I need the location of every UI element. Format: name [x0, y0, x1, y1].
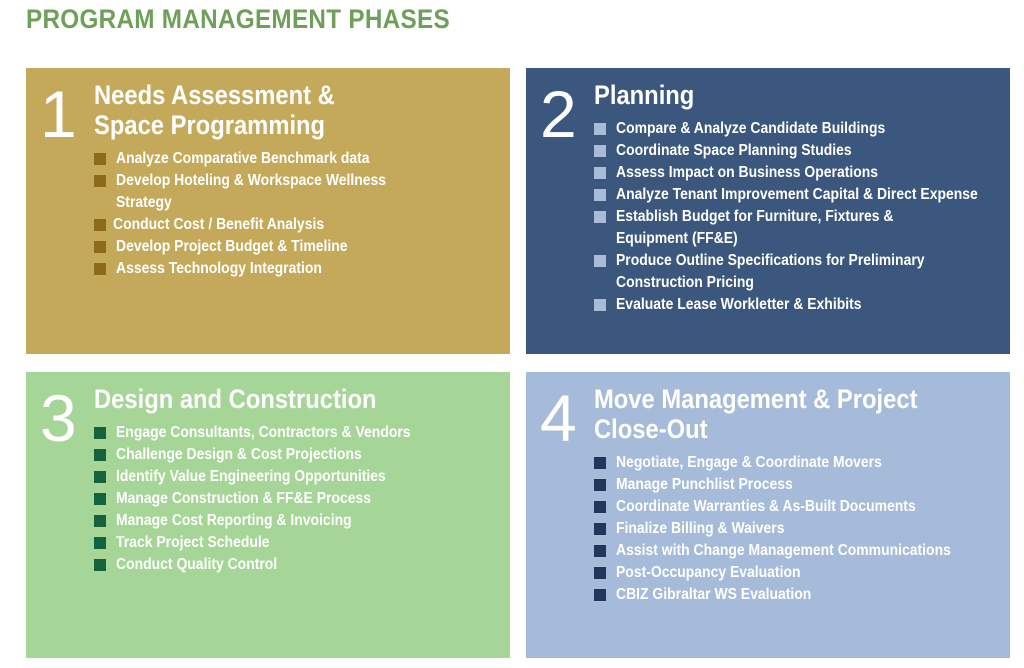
list-item-text: Track Project Schedule — [116, 534, 270, 551]
phase-heading — [94, 384, 376, 414]
square-bullet-icon — [94, 559, 106, 571]
phase-item-list — [594, 118, 1018, 316]
list-item-text: Analyze Comparative Benchmark data — [116, 150, 370, 167]
list-item-text: CBIZ Gibraltar WS Evaluation — [616, 586, 812, 603]
list-item-text: Evaluate Lease Workletter & Exhibits — [616, 296, 862, 313]
list-item — [94, 170, 416, 192]
square-bullet-icon — [594, 167, 606, 179]
square-bullet-icon — [94, 427, 106, 439]
phase-item-list — [94, 148, 416, 280]
square-bullet-icon — [94, 153, 106, 165]
phase-heading-line: Planning — [594, 80, 695, 110]
square-bullet-icon — [594, 211, 606, 223]
list-item-text: Develop Hoteling & Workspace Wellness — [116, 172, 387, 189]
list-item-text: Negotiate, Engage & Coordinate Movers — [616, 454, 882, 471]
list-item — [94, 422, 443, 444]
square-bullet-icon — [594, 567, 606, 579]
list-item — [91, 214, 416, 236]
square-bullet-icon — [594, 457, 606, 469]
page-title: PROGRAM MANAGEMENT PHASES — [26, 4, 450, 34]
list-item-text: Conduct Quality Control — [116, 556, 278, 573]
square-bullet-icon — [94, 493, 106, 505]
phase-1-panel — [26, 68, 510, 354]
list-item-text: Manage Cost Reporting & Invoicing — [116, 512, 352, 529]
square-bullet-icon — [594, 545, 606, 557]
list-item — [94, 236, 416, 258]
square-bullet-icon — [594, 501, 606, 513]
square-bullet-icon — [594, 145, 606, 157]
list-item-text: Finalize Billing & Waivers — [616, 520, 785, 537]
list-item-text: Analyze Tenant Improvement Capital & Direct Expense — [616, 186, 978, 203]
phase-3-panel — [26, 372, 510, 658]
list-item-text: Develop Project Budget & Timeline — [116, 238, 348, 255]
list-item-text: Manage Punchlist Process — [616, 476, 793, 493]
phase-heading — [594, 80, 694, 110]
phase-heading-line: Close-Out — [594, 414, 708, 444]
square-bullet-icon — [594, 255, 606, 267]
list-item — [594, 584, 988, 606]
phase-number: 4 — [540, 381, 577, 455]
phase-heading-line: Design and Construction — [94, 384, 377, 414]
square-bullet-icon — [94, 471, 106, 483]
square-bullet-icon — [594, 299, 606, 311]
list-item — [594, 118, 1018, 140]
phase-heading-line: Needs Assessment & — [94, 80, 335, 110]
list-item — [594, 294, 1018, 316]
square-bullet-icon — [94, 537, 106, 549]
list-item-text: Assist with Change Management Communications — [616, 542, 951, 559]
list-item — [94, 554, 443, 576]
list-item — [594, 496, 988, 518]
list-item-continuation — [594, 272, 1018, 294]
list-item — [594, 162, 1018, 184]
list-item — [594, 250, 1018, 272]
square-bullet-icon — [594, 123, 606, 135]
list-item-text: Construction Pricing — [616, 274, 754, 291]
list-item-continuation — [94, 192, 416, 214]
square-bullet-icon — [594, 479, 606, 491]
phase-heading — [594, 384, 917, 444]
list-item-text: Conduct Cost / Benefit Analysis — [113, 216, 325, 233]
phase-heading-line: Move Management & Project — [594, 384, 918, 414]
list-item — [594, 452, 988, 474]
square-bullet-icon — [94, 241, 106, 253]
list-item-text: Produce Outline Specifications for Preliminary — [616, 252, 925, 269]
list-item-text: Post-Occupancy Evaluation — [616, 564, 801, 581]
square-bullet-icon — [594, 189, 606, 201]
phase-number: 1 — [40, 77, 77, 151]
list-item-text: Equipment (FF&E) — [616, 230, 738, 247]
phase-item-list — [594, 452, 988, 606]
list-item — [594, 206, 1018, 228]
phase-item-list — [94, 422, 443, 576]
list-item — [594, 518, 988, 540]
list-item-text: Challenge Design & Cost Projections — [116, 446, 362, 463]
list-item — [94, 488, 443, 510]
list-item — [594, 562, 988, 584]
phase-number: 2 — [540, 77, 577, 151]
list-item — [594, 184, 1018, 206]
phase-heading — [94, 80, 335, 140]
square-bullet-icon — [94, 175, 106, 187]
list-item-text: Assess Impact on Business Operations — [616, 164, 879, 181]
square-bullet-icon — [594, 589, 606, 601]
list-item-text: Establish Budget for Furniture, Fixtures & — [616, 208, 894, 225]
list-item-text: Compare & Analyze Candidate Buildings — [616, 120, 886, 137]
list-item-text: Strategy — [116, 194, 172, 211]
phase-4-panel — [526, 372, 1010, 658]
square-bullet-icon — [94, 263, 106, 275]
list-item-text: Coordinate Space Planning Studies — [616, 142, 852, 159]
phase-number: 3 — [40, 381, 77, 455]
list-item-text: Identify Value Engineering Opportunities — [116, 468, 386, 485]
list-item-text: Engage Consultants, Contractors & Vendors — [116, 424, 411, 441]
list-item — [594, 540, 988, 562]
list-item-text: Manage Construction & FF&E Process — [116, 490, 372, 507]
square-bullet-icon — [94, 449, 106, 461]
phase-2-panel — [526, 68, 1010, 354]
list-item — [594, 140, 1018, 162]
list-item — [94, 258, 416, 280]
square-bullet-icon — [594, 523, 606, 535]
list-item — [94, 148, 416, 170]
square-bullet-icon — [94, 219, 106, 231]
list-item-continuation — [594, 228, 1018, 250]
list-item — [94, 466, 443, 488]
list-item — [94, 532, 443, 554]
list-item — [594, 474, 988, 496]
list-item — [94, 510, 443, 532]
square-bullet-icon — [94, 515, 106, 527]
list-item-text: Assess Technology Integration — [116, 260, 322, 277]
list-item-text: Coordinate Warranties & As-Built Documents — [616, 498, 916, 515]
phase-heading-line: Space Programming — [94, 110, 326, 140]
list-item — [94, 444, 443, 466]
